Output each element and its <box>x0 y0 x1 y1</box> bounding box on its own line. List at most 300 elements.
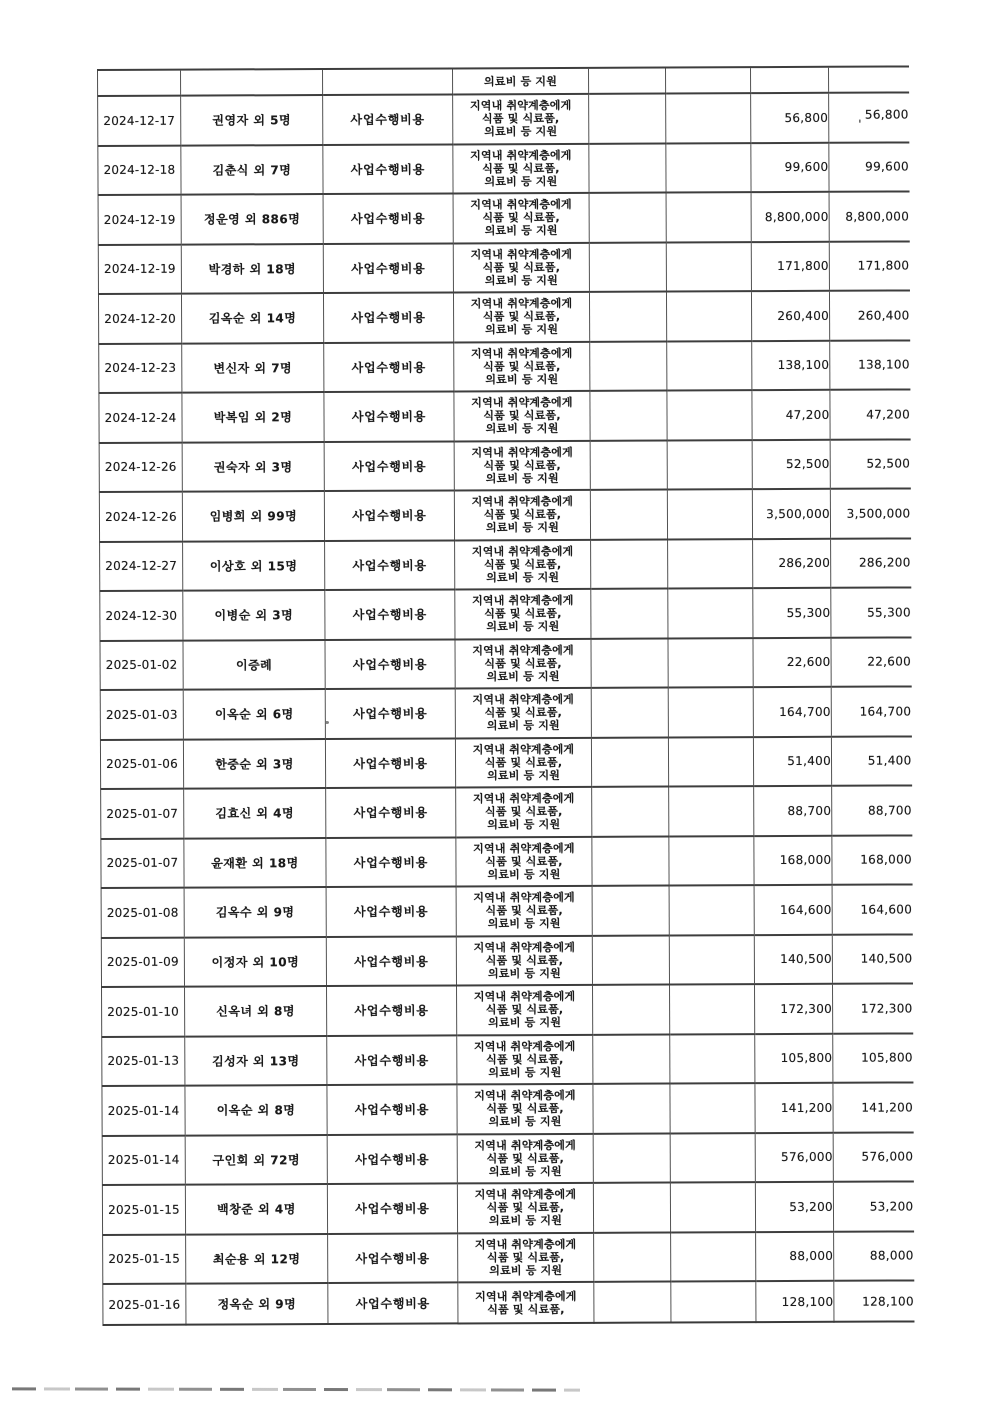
description-cell <box>454 490 590 540</box>
date-text: 2025-01-14 <box>107 1152 180 1168</box>
date-text: 2025-01-07 <box>106 855 179 871</box>
recipient-text: 윤재환 외 18명 <box>211 855 299 871</box>
date-text: 2025-01-13 <box>107 1053 180 1069</box>
date-text: 2025-01-15 <box>108 1251 181 1267</box>
description-line: 식품 및 식료품, <box>483 409 561 423</box>
empty-cell-2 <box>667 341 752 391</box>
description-line: 식품 및 식료품, <box>482 161 560 176</box>
description-cell <box>455 589 591 639</box>
recipient-text: 김옥순 외 14명 <box>208 311 297 326</box>
description-line: 의료비 등 지원 <box>487 917 561 931</box>
description-line: 의료비 등 지원 <box>486 570 560 585</box>
empty-cell-2 <box>666 93 751 143</box>
empty-cell-2 <box>670 1182 755 1232</box>
amount-cell <box>752 489 830 539</box>
description-line: 식품 및 식료품, <box>486 1250 565 1265</box>
amount-text: 576,000 <box>780 1150 833 1165</box>
amount-total-text: 47,200 <box>866 407 911 422</box>
empty-cell-1 <box>592 836 669 886</box>
description-line: 식품 및 식료품, <box>482 260 561 275</box>
recipient-cell <box>183 739 325 789</box>
amount-text: 140,500 <box>780 952 832 967</box>
amount-total-cell <box>829 290 909 340</box>
table-row <box>102 1132 913 1185</box>
recipient-text: 권영자 외 5명 <box>212 113 292 128</box>
amount-text: 171,800 <box>777 259 829 274</box>
category-cell <box>325 639 455 689</box>
table-row <box>100 587 911 640</box>
recipient-text: 이옥순 외 8명 <box>216 1103 296 1118</box>
date-cell <box>99 393 182 443</box>
description-line: 식품 및 식료품, <box>484 755 563 770</box>
scan-artifact-dot <box>325 721 329 724</box>
amount-text: 53,200 <box>789 1199 834 1214</box>
date-text: 2024-12-26 <box>105 509 177 524</box>
category-cell <box>323 243 453 293</box>
description-line: 식품 및 식료품, <box>485 904 563 918</box>
amount-cell <box>753 588 831 638</box>
amount-text: 260,400 <box>777 308 830 323</box>
description-line: 식품 및 식료품, <box>483 458 561 473</box>
description-line: 지역내 취약계층에게 <box>470 297 573 311</box>
empty-cell-2 <box>665 67 750 93</box>
category-cell <box>327 1035 457 1085</box>
empty-cell-2 <box>669 935 754 985</box>
empty-cell-2 <box>667 390 752 440</box>
amount-text: 52,500 <box>785 457 830 472</box>
date-cell <box>100 640 183 690</box>
empty-cell-1 <box>592 935 669 985</box>
amount-text: 286,200 <box>778 556 831 571</box>
amount-total-cell <box>831 538 911 588</box>
recipient-cell <box>182 442 324 492</box>
empty-cell-2 <box>670 1034 755 1084</box>
date-text: 2024-12-23 <box>104 360 177 376</box>
category-text: 사업수행비용 <box>353 904 429 920</box>
amount-text: 3,500,000 <box>766 506 830 521</box>
empty-cell-1 <box>591 688 668 738</box>
category-text: 사업수행비용 <box>352 459 427 474</box>
description-line: 지역내 취약계층에게 <box>471 396 573 410</box>
description-line: 지역내 취약계층에게 <box>469 99 572 113</box>
description-line: 의료비 등 지원 <box>485 471 559 486</box>
amount-cell <box>753 736 831 786</box>
recipient-text: 구인회 외 72명 <box>212 1152 301 1168</box>
description-line: 식품 및 식료품, <box>485 805 563 819</box>
category-text: 사업수행비용 <box>351 310 426 326</box>
date-cell <box>98 145 181 195</box>
table-row <box>100 637 911 690</box>
description-line: 의료비 등 지원 <box>485 323 559 337</box>
amount-total-cell <box>828 66 908 92</box>
description-line: 식품 및 식료품, <box>483 359 561 374</box>
amount-total-text: 141,200 <box>861 1100 914 1115</box>
description-cell <box>453 68 589 95</box>
date-text: 2024-12-26 <box>104 459 177 475</box>
description-cell <box>457 985 593 1035</box>
amount-total-cell <box>832 884 912 934</box>
category-cell <box>327 1134 457 1184</box>
empty-cell-2 <box>670 984 755 1034</box>
date-cell <box>102 1086 185 1136</box>
empty-cell-1 <box>591 589 668 639</box>
category-cell <box>323 68 453 95</box>
recipient-cell <box>181 69 323 96</box>
empty-cell-2 <box>669 786 754 836</box>
date-cell <box>102 987 185 1037</box>
category-text: 사업수행비용 <box>354 1003 429 1019</box>
amount-text: 22,600 <box>786 655 831 670</box>
recipient-cell <box>181 244 323 294</box>
recipient-text: 신옥녀 외 8명 <box>216 1004 295 1019</box>
amount-total-cell <box>830 439 910 489</box>
amount-total-cell <box>829 241 909 291</box>
category-text: 사업수행비용 <box>352 508 427 524</box>
amount-total-cell <box>833 1181 913 1231</box>
date-text: 2025-01-09 <box>106 954 179 970</box>
recipient-cell <box>185 1184 327 1234</box>
description-line: 의료비 등 지원 <box>485 521 560 535</box>
recipient-text: 임병희 외 99명 <box>209 509 298 524</box>
table-row <box>101 934 912 987</box>
empty-cell-1 <box>594 1232 671 1282</box>
category-text: 사업수행비용 <box>354 1053 430 1068</box>
empty-cell-1 <box>589 94 666 144</box>
description-line: 의료비 등 지원 <box>489 1263 563 1278</box>
amount-total-text: 260,400 <box>857 308 910 323</box>
category-text: 사업수행비용 <box>355 1201 430 1217</box>
date-text: 2024-12-19 <box>103 212 176 227</box>
recipient-cell <box>186 1234 328 1284</box>
amount-cell <box>753 538 831 588</box>
date-text: 2024-12-24 <box>104 410 177 425</box>
date-cell <box>98 70 181 96</box>
amount-total-cell <box>834 1231 914 1281</box>
table-row <box>101 835 912 888</box>
amount-cell <box>752 340 830 390</box>
amount-cell <box>756 1231 834 1281</box>
recipient-cell <box>181 145 323 195</box>
date-cell <box>99 492 182 542</box>
date-cell <box>100 739 183 789</box>
amount-total-text: 99,600 <box>865 159 909 174</box>
amount-total-text: 56,800 <box>864 107 909 122</box>
table-row <box>100 736 911 789</box>
amount-cell <box>751 192 829 242</box>
description-line: 식품 및 식료품, <box>487 1302 565 1316</box>
category-cell <box>324 342 454 392</box>
empty-cell-2 <box>669 836 754 886</box>
empty-cell-1 <box>588 68 665 94</box>
description-cell <box>453 292 589 342</box>
description-cell <box>457 1084 593 1134</box>
category-text: 사업수행비용 <box>350 162 426 177</box>
description-line: 의료비 등 지원 <box>484 224 558 238</box>
recipient-text: 이옥순 외 6명 <box>214 707 294 722</box>
recipient-cell <box>181 194 323 244</box>
description-line: 지역내 취약계층에게 <box>474 1188 577 1202</box>
date-text: 2025-01-10 <box>107 1004 180 1019</box>
description-line: 지역내 취약계층에게 <box>471 495 574 509</box>
date-text: 2025-01-08 <box>106 905 179 920</box>
table-row <box>103 1280 914 1325</box>
description-line: 의료비 등 지원 <box>487 818 561 832</box>
amount-cell <box>755 1083 833 1133</box>
date-cell <box>99 442 182 492</box>
description-cell <box>458 1282 594 1324</box>
description-line: 의료비 등 지원 <box>488 1065 562 1080</box>
amount-total-text: 164,700 <box>859 704 912 719</box>
amount-cell <box>756 1281 834 1322</box>
empty-cell-1 <box>589 292 666 342</box>
table-row <box>101 785 912 838</box>
recipient-cell <box>181 293 323 343</box>
category-cell <box>323 144 453 194</box>
description-line: 의료비 등 지원 <box>487 768 561 783</box>
table-row <box>99 488 910 541</box>
category-cell <box>325 540 455 590</box>
table-row <box>100 686 911 739</box>
scan-artifact-line <box>12 1387 580 1391</box>
category-cell <box>324 391 454 441</box>
description-line: 지역내 취약계층에게 <box>472 792 575 806</box>
recipient-cell <box>184 887 326 937</box>
category-text: 사업수행비용 <box>353 805 428 821</box>
description-line: 식품 및 식료품, <box>483 557 562 572</box>
empty-cell-1 <box>591 539 668 589</box>
empty-cell-1 <box>592 787 669 837</box>
recipient-text: 박복임 외 2명 <box>213 410 293 425</box>
description-line: 식품 및 식료품, <box>482 211 560 225</box>
description-cell <box>454 391 590 441</box>
amount-cell <box>754 934 832 984</box>
description-line: 지역내 취약계층에게 <box>472 643 574 658</box>
category-cell <box>324 441 454 491</box>
recipient-cell <box>185 986 327 1036</box>
category-text: 사업수행비용 <box>354 954 429 969</box>
description-line: 지역내 취약계층에게 <box>470 198 572 212</box>
date-text: 2025-01-02 <box>105 657 178 673</box>
amount-total-text: 3,500,000 <box>846 506 911 521</box>
table-row <box>98 241 909 294</box>
description-line: 식품 및 식료품, <box>486 1151 564 1166</box>
category-text: 사업수행비용 <box>353 855 429 870</box>
description-line: 식품 및 식료품, <box>486 1201 565 1215</box>
category-text: 사업수행비용 <box>355 1251 430 1266</box>
description-cell <box>455 737 591 787</box>
amount-total-cell <box>832 835 912 885</box>
category-text: 사업수행비용 <box>351 261 426 276</box>
table-row <box>98 142 909 195</box>
empty-cell-2 <box>668 588 753 638</box>
ledger-table <box>97 65 914 1326</box>
table-row <box>98 191 909 244</box>
description-line: 의료비 등 지원 <box>488 1016 562 1030</box>
date-cell <box>101 789 184 839</box>
amount-total-cell <box>830 389 910 439</box>
empty-cell-1 <box>589 143 666 193</box>
table-row <box>102 1033 913 1086</box>
amount-total-cell <box>834 1280 914 1321</box>
description-line: 지역내 취약계층에게 <box>472 693 575 707</box>
amount-text: 51,400 <box>787 754 832 769</box>
date-cell <box>103 1284 186 1325</box>
amount-total-text: 128,100 <box>862 1293 914 1309</box>
date-text: 2024-12-19 <box>103 261 176 277</box>
date-cell <box>98 244 181 294</box>
amount-cell <box>754 885 832 935</box>
amount-cell <box>752 390 830 440</box>
empty-cell-2 <box>666 291 751 341</box>
description-line: 의료비 등 지원 <box>487 966 561 981</box>
description-line: 의료비 등 지원 <box>484 273 558 288</box>
date-text: 2024-12-18 <box>103 162 176 178</box>
description-line: 의료비 등 지원 <box>487 867 561 882</box>
description-line: 의료비 등 지원 <box>486 719 560 733</box>
amount-total-text: 140,500 <box>860 951 913 966</box>
category-cell <box>323 292 453 342</box>
description-cell <box>455 539 591 589</box>
amount-total-cell <box>831 587 911 637</box>
expense-ledger-table <box>97 65 914 1326</box>
description-line: 지역내 취약계층에게 <box>472 742 575 757</box>
date-cell <box>103 1234 186 1284</box>
date-cell <box>101 838 184 888</box>
empty-cell-2 <box>671 1281 756 1322</box>
amount-total-text: 88,000 <box>869 1248 914 1263</box>
description-line: 의료비 등 지원 <box>484 74 558 88</box>
description-cell <box>457 1034 593 1084</box>
date-cell <box>98 195 181 245</box>
empty-cell-2 <box>668 638 753 688</box>
date-cell <box>101 937 184 987</box>
table-row <box>102 983 913 1036</box>
description-line: 식품 및 식료품, <box>486 1052 564 1067</box>
category-cell <box>328 1282 458 1324</box>
amount-cell <box>754 835 832 885</box>
amount-text: 56,800 <box>784 110 829 125</box>
description-cell <box>456 836 592 886</box>
description-line: 식품 및 식료품, <box>481 112 560 126</box>
amount-text: 88,700 <box>787 803 832 818</box>
description-cell <box>453 193 589 243</box>
description-line: 의료비 등 지원 <box>486 620 560 634</box>
amount-total-cell <box>829 92 909 142</box>
category-cell <box>323 193 453 243</box>
recipient-cell <box>183 590 325 640</box>
category-text: 사업수행비용 <box>353 756 428 771</box>
description-cell <box>454 440 590 490</box>
empty-cell-2 <box>666 192 751 242</box>
empty-cell-1 <box>589 242 666 292</box>
category-cell <box>326 886 456 936</box>
date-cell <box>98 96 181 146</box>
category-text: 사업수행비용 <box>352 607 428 623</box>
recipient-cell <box>183 640 325 690</box>
category-text: 사업수행비용 <box>355 1152 430 1167</box>
recipient-text: 권숙자 외 3명 <box>213 459 293 475</box>
amount-text: 55,300 <box>786 605 831 620</box>
recipient-text: 이증례 <box>235 657 273 673</box>
description-line: 식품 및 식료품, <box>484 656 562 671</box>
description-line: 의료비 등 지원 <box>488 1164 562 1179</box>
table-row <box>99 439 910 492</box>
description-line: 식품 및 식료품, <box>484 706 563 720</box>
recipient-cell <box>184 838 326 888</box>
description-line: 지역내 취약계층에게 <box>474 1237 577 1252</box>
description-cell <box>457 1133 593 1183</box>
description-line: 식품 및 식료품, <box>485 854 563 869</box>
amount-cell <box>754 786 832 836</box>
empty-cell-1 <box>594 1282 671 1323</box>
category-cell <box>326 787 456 837</box>
description-cell <box>455 688 591 738</box>
empty-cell-1 <box>592 886 669 936</box>
recipient-text: 이정자 외 10명 <box>211 954 300 970</box>
category-text: 사업수행비용 <box>350 211 426 227</box>
amount-cell <box>751 241 829 291</box>
amount-total-cell <box>832 785 912 835</box>
category-cell <box>325 738 455 788</box>
description-line: 지역내 취약계층에게 <box>475 1289 577 1303</box>
category-cell <box>326 837 456 887</box>
amount-total-cell <box>832 934 912 984</box>
date-cell <box>99 343 182 393</box>
category-text: 사업수행비용 <box>352 657 428 672</box>
amount-total-text: 8,800,000 <box>845 209 910 224</box>
recipient-text: 정운영 외 886명 <box>203 212 301 227</box>
category-cell <box>327 1084 457 1134</box>
table-row <box>98 66 909 96</box>
description-cell <box>456 935 592 985</box>
date-cell <box>100 690 183 740</box>
category-cell <box>327 1183 457 1233</box>
date-text: 2024-12-30 <box>105 608 178 623</box>
amount-text: 138,100 <box>777 358 830 373</box>
date-cell <box>102 1185 185 1235</box>
amount-total-cell <box>830 488 910 538</box>
category-cell <box>326 936 456 986</box>
empty-cell-2 <box>669 885 754 935</box>
recipient-text: 이병순 외 3명 <box>214 608 294 623</box>
description-line: 지역내 취약계층에게 <box>473 940 576 955</box>
category-cell <box>327 985 457 1035</box>
empty-cell-2 <box>668 539 753 589</box>
amount-total-text: 55,300 <box>867 605 911 620</box>
description-line: 식품 및 식료품, <box>486 1102 564 1116</box>
empty-cell-2 <box>668 737 753 787</box>
description-line: 지역내 취약계층에게 <box>470 148 572 163</box>
amount-text: 168,000 <box>779 853 832 868</box>
date-cell <box>102 1036 185 1086</box>
category-text: 사업수행비용 <box>351 360 427 375</box>
empty-cell-2 <box>667 489 752 539</box>
recipient-text: 최순용 외 12명 <box>212 1251 301 1267</box>
table-row <box>102 1082 913 1135</box>
date-text: 2024-12-27 <box>105 558 178 574</box>
recipient-text: 이상호 외 15명 <box>209 558 298 574</box>
table-row <box>102 1181 913 1234</box>
description-line: 지역내 취약계층에게 <box>470 346 573 361</box>
amount-total-cell <box>830 340 910 390</box>
amount-text: 8,800,000 <box>764 209 829 224</box>
category-cell <box>323 94 453 144</box>
recipient-cell <box>184 788 326 838</box>
amount-total-text: 576,000 <box>861 1149 914 1164</box>
description-line: 식품 및 식료품, <box>485 953 564 968</box>
recipient-text: 김춘식 외 7명 <box>212 162 292 178</box>
empty-cell-2 <box>670 1083 755 1133</box>
